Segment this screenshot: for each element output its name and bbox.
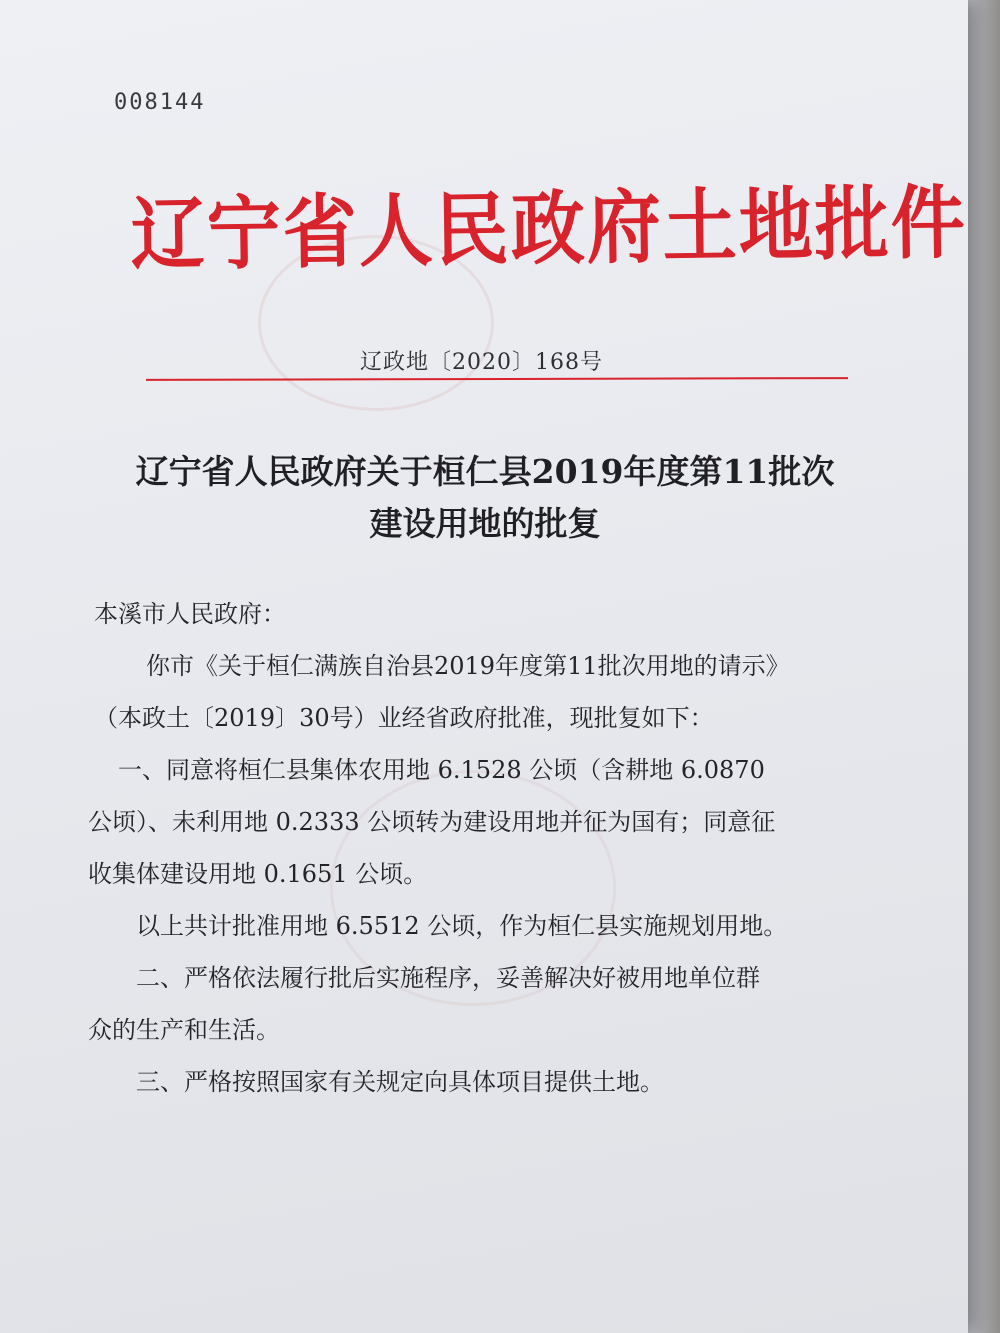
serial-number: 008144 [114, 90, 206, 115]
title-line-1: 辽宁省人民政府关于桓仁县2019年度第11批次 [135, 452, 835, 491]
issuer-header: 辽宁省人民政府土地批件 [130, 176, 968, 283]
addressee: 本溪市人民政府： [94, 600, 286, 628]
issue-number: 辽政地〔2020〕168号 [360, 350, 603, 375]
body-line: 一、同意将桓仁县集体农用地 6.1528 公顷（含耕地 6.0870 [118, 756, 765, 784]
body-line: 收集体建设用地 0.1651 公顷。 [88, 860, 428, 888]
title-line-2: 建设用地的批复 [369, 504, 601, 543]
red-separator-line [146, 377, 848, 381]
body-line: 三、严格按照国家有关规定向具体项目提供土地。 [136, 1068, 664, 1096]
body-line: 众的生产和生活。 [88, 1016, 280, 1044]
body-line: 你市《关于桓仁满族自治县2019年度第11批次用地的请示》 [146, 652, 790, 680]
document-title [90, 446, 880, 550]
body-line: 二、严格依法履行批后实施程序，妥善解决好被用地单位群 [136, 964, 760, 992]
body-line: 以上共计批准用地 6.5512 公顷，作为桓仁县实施规划用地。 [136, 912, 788, 940]
body-line: （本政土〔2019〕30号）业经省政府批准，现批复如下： [94, 704, 714, 732]
body-line: 公顷）、未利用地 0.2333 公顷转为建设用地并征为国有；同意征 [88, 808, 776, 836]
